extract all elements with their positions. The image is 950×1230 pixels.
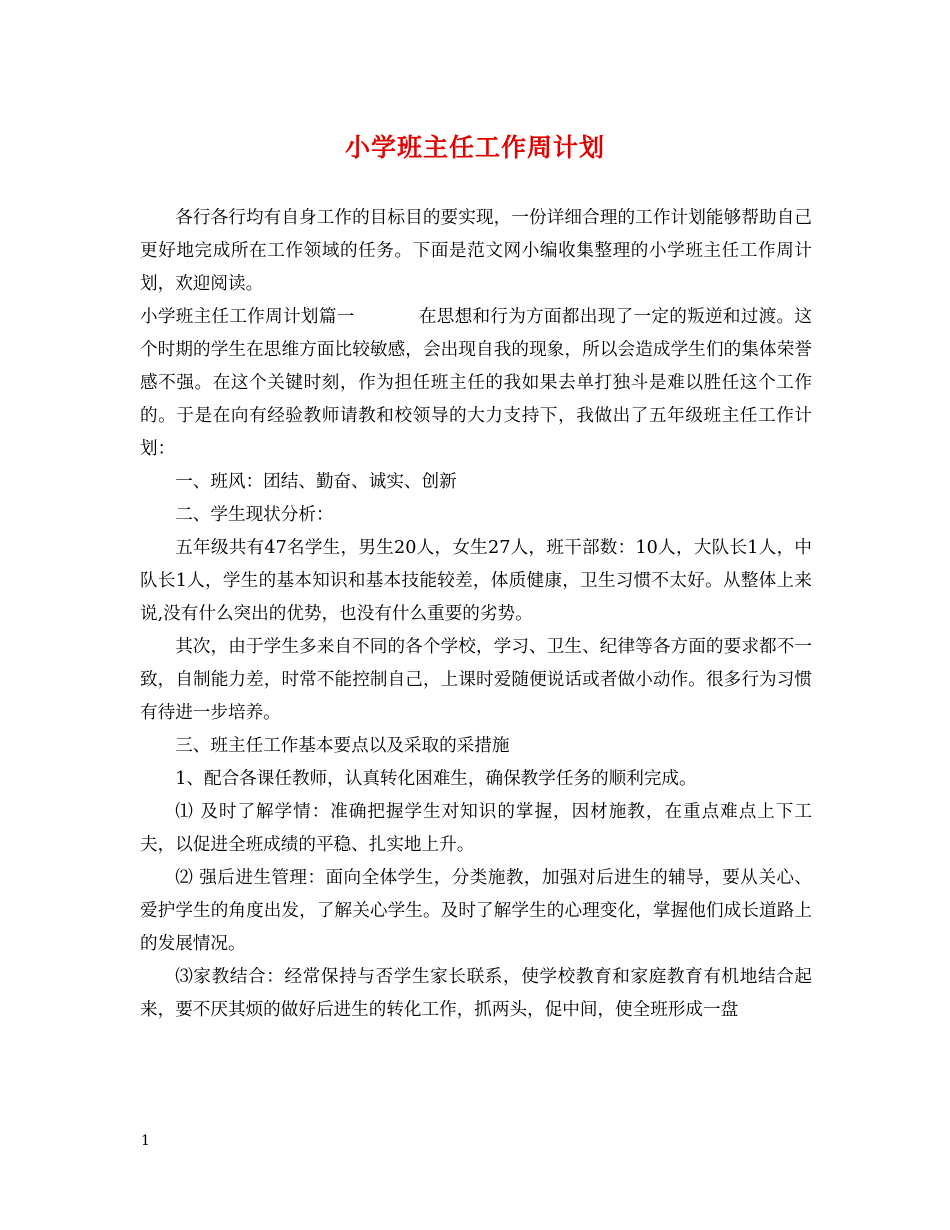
section-text: 在思想和行为方面都出现了一定的叛逆和过渡。这个时期的学生在思维方面比较敏感，会出现自我的现象，所以会造成学生们的集体荣誉感不强。在这个关键时刻，作为担任班主任的我如果去单打独斗是难以胜任这个工作的。于是在向有经验教师请教和校领导的大力支持下，我做出了五年级班主任工作计划：	[140, 307, 812, 459]
secondary-issues-paragraph: 其次，由于学生多来自不同的各个学校，学习、卫生、纪律等各方面的要求都不一致，自制能力差，时常不能控制自己，上课时爱随便说话或者做小动作。很多行为习惯有待进一步培养。	[140, 637, 812, 723]
measure-1c-paragraph: ⑶家教结合：经常保持与否学生家长联系，使学校教育和家庭教育有机地结合起来，要不厌其烦的做好后进生的转化工作，抓两头，促中间，使全班形成一盘	[140, 967, 812, 1020]
intro-paragraph: 各行各行均有自身工作的目标目的要实现，一份详细合理的工作计划能够帮助自己更好地完成所在工作领域的任务。下面是范文网小编收集整理的小学班主任工作周计划，欢迎阅读。	[140, 208, 812, 294]
class-motto-paragraph: 一、班风：团结、勤奋、诚实、创新	[175, 472, 457, 492]
student-stats-paragraph: 五年级共有47名学生，男生20人，女生27人，班干部数：10人，大队长1人，中队长1人，学生的基本知识和基本技能较差，体质健康，卫生习惯不太好。从整体上来说,没有什么突出的优势，也没有什么重要的劣势。	[140, 538, 812, 624]
measure-1b-paragraph: ⑵ 强后进生管理：面向全体学生，分类施教，加强对后进生的辅导，要从关心、爱护学生的角度出发，了解关心学生。及时了解学生的心理变化，掌握他们成长道路上的发展情况。	[140, 868, 812, 954]
section-paragraph	[140, 301, 812, 466]
document-title: 小学班主任工作周计划	[344, 133, 605, 162]
document-body	[140, 202, 812, 1027]
measure-1-paragraph: 1、配合各课任教师，认真转化困难生，确保教学任务的顺利完成。	[175, 769, 697, 789]
student-analysis-heading: 二、学生现状分析：	[175, 505, 334, 525]
section-heading: 小学班主任工作周计划篇一	[140, 307, 355, 327]
measures-heading: 三、班主任工作基本要点以及采取的采措施	[175, 736, 510, 756]
measure-1a-paragraph: ⑴ 及时了解学情：准确把握学生对知识的掌握，因材施教，在重点难点上下工夫，以促进全班成绩的平稳、扎实地上升。	[140, 802, 812, 855]
page-number: 1	[141, 1133, 150, 1149]
